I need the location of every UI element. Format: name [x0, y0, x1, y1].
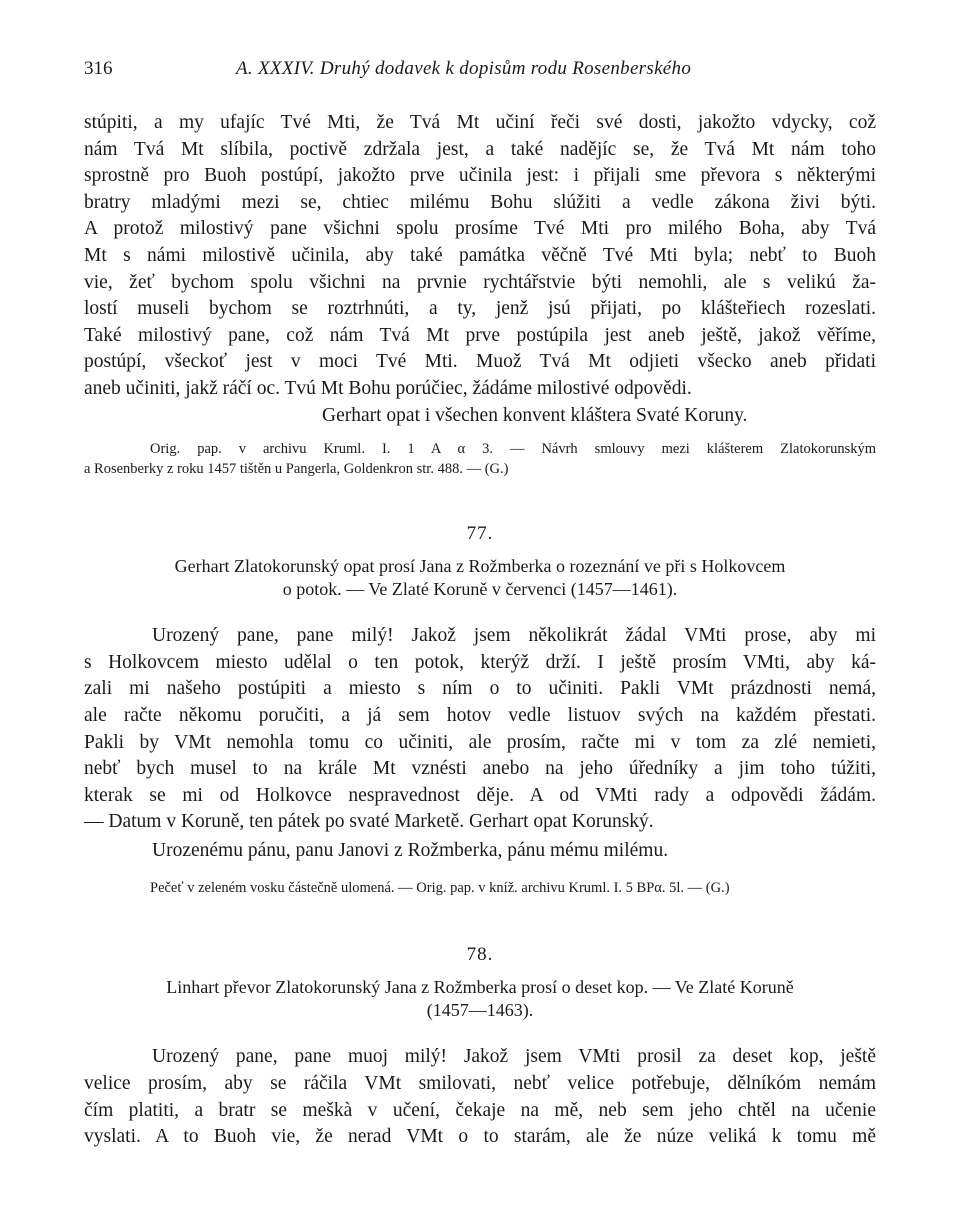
continuation-text	[84, 110, 876, 429]
document-number: 77.	[466, 523, 494, 545]
text-line: bratry mladými mezi se, chtiec milému Bohu slúžiti a vedle zákona živi býti.	[84, 191, 876, 213]
running-header	[84, 58, 876, 90]
text-line: vyslati. A to Buoh vie, že nerad VMt o to starám, ale že núze veliká k tomu mě	[84, 1126, 876, 1148]
page	[84, 58, 876, 1151]
page-number: 316	[84, 58, 113, 79]
text-line: vie, žeť bychom spolu všichni na prvnie rychtářstvie býti nemohli, ale s velikú ža-	[84, 271, 876, 293]
text-line: Urozený pane, pane milý! Jakož jsem několikrát žádal VMti prose, aby mi	[152, 625, 876, 647]
text-line: velice prosím, aby se ráčila VMt smilovati, nebť velice potřebuje, dělníkóm nemám	[84, 1073, 876, 1095]
letter-text	[84, 1044, 876, 1150]
letter-address: Urozenému pánu, panu Janovi z Rožmberka, pánu mému milému.	[152, 839, 669, 861]
text-line: Pakli by VMt nemohla tomu co učiniti, ale prosím, račte mi v tom za zlé nemieti,	[84, 731, 876, 753]
seal-note: Pečeť v zeleném vosku částečně ulomená. — Orig. pap. v kníž. archivu Kruml. I. 5 BPα. 5l. — (G.)	[150, 880, 730, 897]
letter-text	[84, 623, 876, 836]
signature-line: Gerhart opat i všechen konvent kláštera Svaté Koruny.	[322, 404, 748, 426]
regest-line: Gerhart Zlatokorunský opat prosí Jana z Rožmberka o rozeznání ve při s Holkovcem	[174, 556, 786, 577]
note-line: a Rosenberky z roku 1457 tištěn u Pangerla, Goldenkron str. 488. — (G.)	[84, 461, 509, 478]
text-line: nebť bych musel to na krále Mt vznésti anebo na jeho úředníky a jim toho túžiti,	[84, 758, 876, 780]
text-line: postúpí, všeckoť jest v moci Tvé Mti. Muož Tvá Mt odjieti všecko aneb přidati	[84, 351, 876, 373]
text-line: ale račte někomu poručiti, a já sem hotov vedle listuov svých na každém přestati.	[84, 704, 876, 726]
text-line: A protož milostivý pane všichni spolu prosíme Tvé Mti pro milého Boha, aby Tvá	[84, 218, 876, 240]
regest-line: Linhart převor Zlatokorunský Jana z Rožmberka prosí o deset kop. — Ve Zlaté Koruně	[166, 977, 794, 998]
document-number: 78.	[466, 944, 494, 966]
text-line: s Holkovcem miesto udělal o ten potok, kterýž drží. I ještě prosím VMti, aby ká-	[84, 651, 876, 673]
text-line: sprostně pro Buoh postúpí, jakožto prve učinila jest: i přijali sme převora s některými	[84, 165, 876, 187]
text-line: stúpiti, a my ufajíc Tvé Mti, že Tvá Mt učiní řeči své dosti, jakožto vdycky, což	[84, 112, 876, 133]
text-line: Mt s námi milostivě učinila, aby také památka věčně Tvé Mti byla; nebť to Buoh	[84, 244, 876, 266]
text-line: aneb učiniti, jakž ráčí oc. Tvú Mt Bohu porúčiec, žádáme milostivé odpovědi.	[84, 377, 692, 399]
header-title: A. XXXIV. Druhý dodavek k dopisům rodu Rosenberského	[236, 58, 692, 79]
document-regest	[84, 555, 876, 601]
regest-line: o potok. — Ve Zlaté Koruně v červenci (1457—1461).	[282, 579, 678, 600]
archival-note	[84, 439, 876, 479]
note-line: Orig. pap. v archivu Kruml. I. 1 A α 3. — Návrh smlouvy mezi klášterem Zlatokorunským	[150, 441, 876, 458]
text-line: kterak se mi od Holkovce nespravednost děje. A od VMti rady a odpovědi žádám.	[84, 784, 876, 806]
text-line: lostí museli bychom se roztrhnúti, a ty, jenž jsú přijati, po klášteřiech rozeslati.	[84, 298, 876, 320]
text-line: zali mi našeho postúpiti a miesto s ním o to učiniti. Pakli VMt prázdnosti nemá,	[84, 678, 876, 700]
document-regest	[84, 976, 876, 1022]
text-line: čím platiti, a bratr se meškà v učení, čekaje na mě, neb sem jeho chtěl na učenie	[84, 1099, 876, 1121]
text-line: Urozený pane, pane muoj milý! Jakož jsem VMti prosil za deset kop, ještě	[152, 1046, 876, 1068]
text-line: nám Tvá Mt slíbila, poctivě zdržala jest, a také nadějíc se, že Tvá Mt nám toho	[84, 138, 876, 160]
text-line: Také milostivý pane, což nám Tvá Mt prve postúpila jest aneb ještě, jakož věříme,	[84, 324, 876, 346]
text-line: — Datum v Koruně, ten pátek po svaté Marketě. Gerhart opat Korunský.	[84, 811, 654, 833]
regest-line: (1457—1463).	[426, 1000, 534, 1021]
